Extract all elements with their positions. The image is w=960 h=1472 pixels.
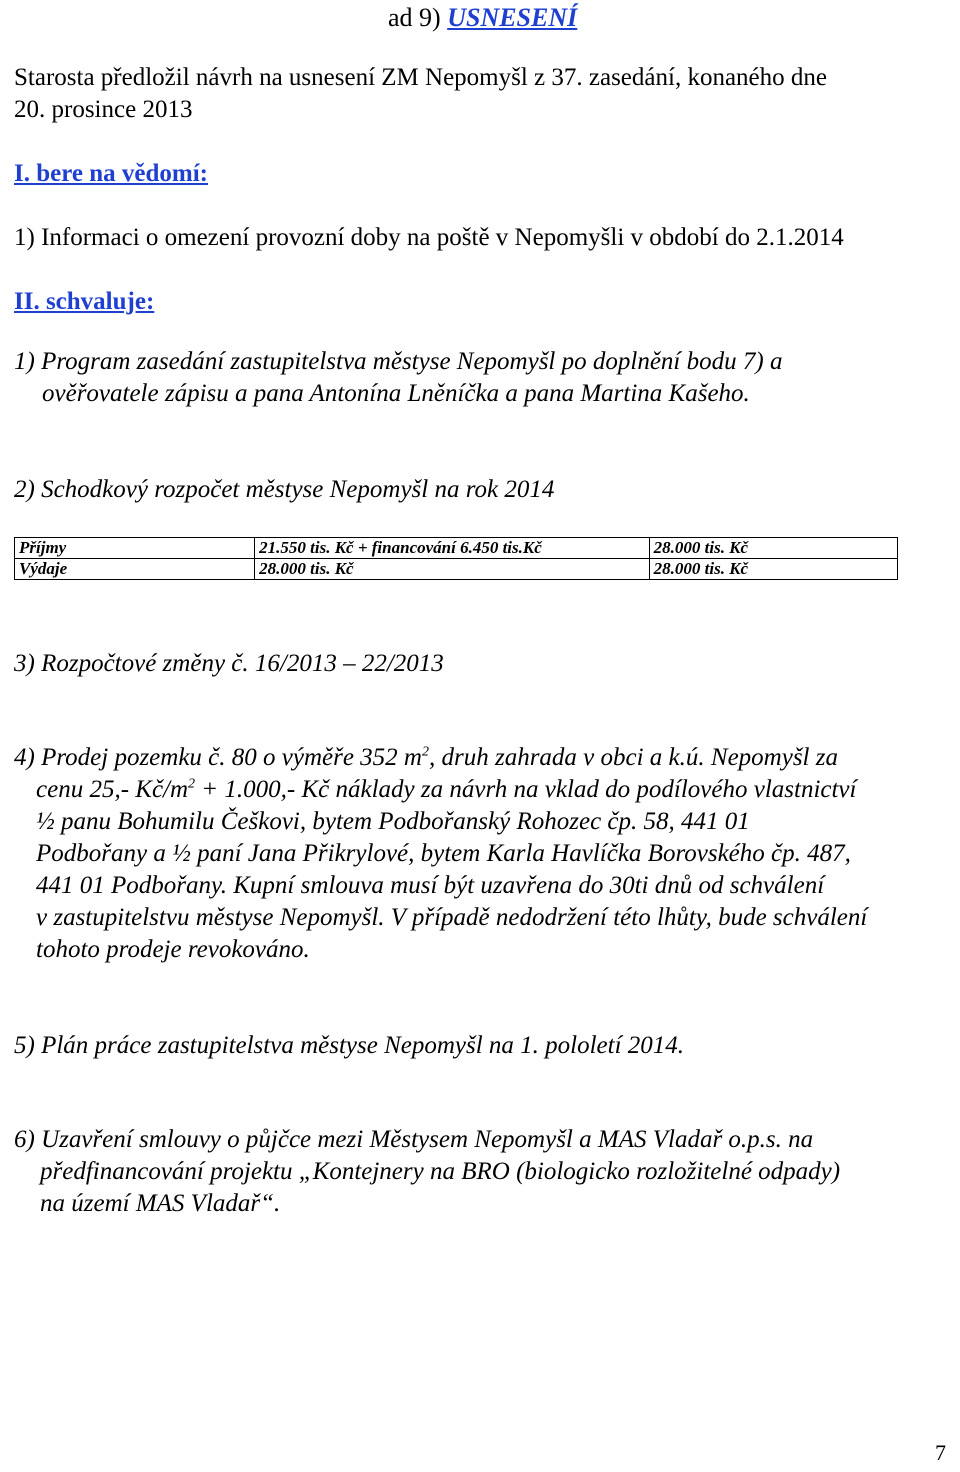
section-2-item-4-line-1: 4) Prodej pozemku č. 80 o výměře 352 $m^2$, druh zahrada v obci a k.ú. Nepomyšl za [14,744,838,771]
budget-row-detail: 21.550 tis. Kč + financování 6.450 tis.Kč [255,538,650,559]
section-2-heading: II. schvaluje: [14,288,155,315]
title-prefix: ad 9) [388,3,448,32]
section-2-item-3: 3) Rozpočtové změny č. 16/2013 – 22/2013 [14,650,444,677]
intro-line-2: 20. prosince 2013 [14,96,193,123]
section-1-heading: I. bere na vědomí: [14,160,208,187]
budget-table [14,537,898,580]
budget-row-label: Výdaje [15,559,255,580]
section-2-item-4-line-7: tohoto prodeje revokováno. [36,936,310,963]
section-2-item-4-line-5: 441 01 Podbořany. Kupní smlouva musí být uzavřena do 30ti dnů od schválení [36,872,825,899]
section-2-item-5: 5) Plán práce zastupitelstva městyse Nepomyšl na 1. pololetí 2014. [14,1032,685,1059]
section-2-item-1-line-2: ověřovatele zápisu a pana Antonína Lněníčka a pana Martina Kašeho. [42,380,750,407]
table-row [15,559,898,580]
section-2-item-1-line-1: 1) Program zasedání zastupitelstva městyse Nepomyšl po doplnění bodu 7) a [14,348,783,375]
title-label: USNESENÍ [447,3,578,32]
budget-row-total: 28.000 tis. Kč [649,538,897,559]
section-2-item-6-line-3: na území MAS Vladař“. [40,1190,281,1217]
budget-row-label: Příjmy [15,538,255,559]
budget-row-detail: 28.000 tis. Kč [255,559,650,580]
table-row [15,538,898,559]
section-2-item-4-line-2: cenu 25,- $Kč/m^2 + 1.000,-$ Kč náklady za návrh na vklad do podílového vlastnictví [36,776,857,803]
section-2-item-4-line-4: Podbořany a ½ paní Jana Přikrylové, bytem Karla Havlíčka Borovského čp. 487, [36,840,851,867]
intro-line-1: Starosta předložil návrh na usnesení ZM Nepomyšl z 37. zasedání, konaného dne [14,64,827,91]
section-2-item-2: 2) Schodkový rozpočet městyse Nepomyšl na rok 2014 [14,476,555,503]
section-2-item-6-line-1: 6) Uzavření smlouvy o půjčce mezi Městysem Nepomyšl a MAS Vladař o.p.s. na [14,1126,814,1153]
page-number: 7 [935,1440,946,1465]
section-2-item-6-line-2: předfinancování projektu „Kontejnery na BRO (biologicko rozložitelné odpady) [40,1158,841,1185]
page-title [388,2,577,34]
section-1-item-1: 1) Informaci o omezení provozní doby na poště v Nepomyšli v období do 2.1.2014 [14,224,844,251]
section-2-item-4-line-3: ½ panu Bohumilu Češkovi, bytem Podbořanský Rohozec čp. 58, 441 01 [36,808,750,835]
budget-row-total: 28.000 tis. Kč [649,559,897,580]
section-2-item-4-line-6: v zastupitelstvu městyse Nepomyšl. V případě nedodržení této lhůty, bude schválení [36,904,868,931]
